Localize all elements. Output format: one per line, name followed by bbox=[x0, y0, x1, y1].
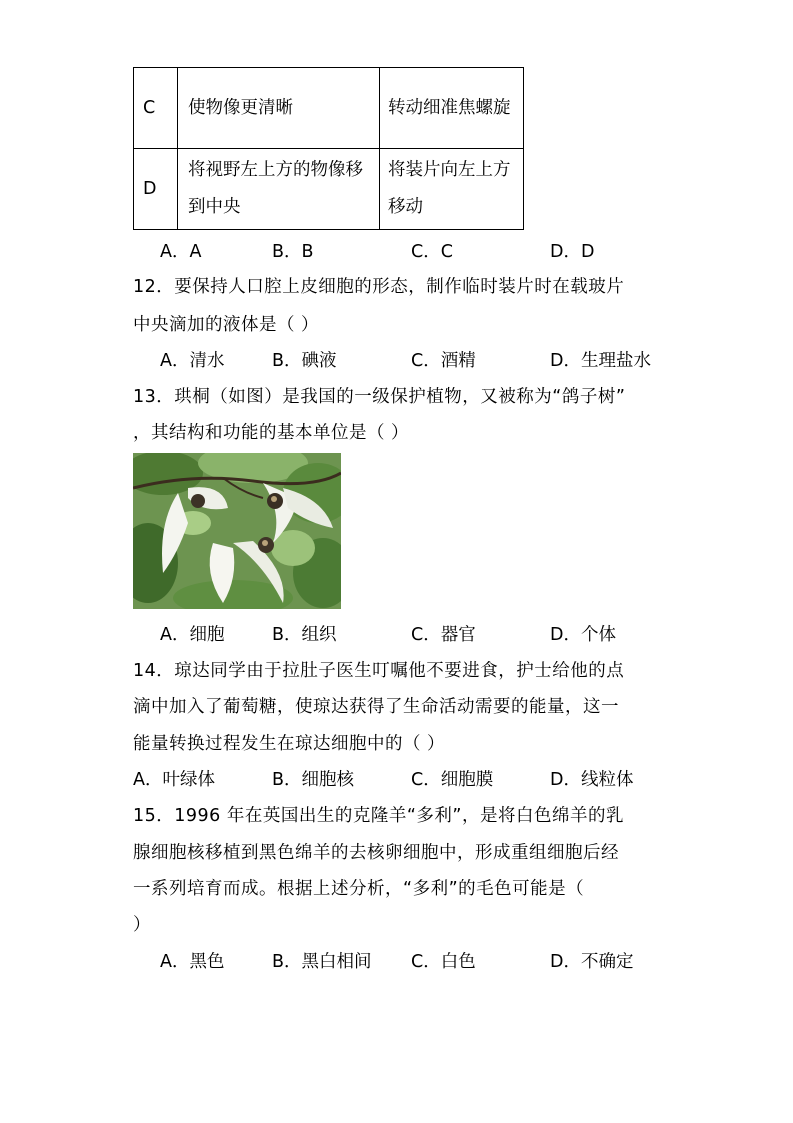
question-13-text: ，其结构和功能的基本单位是（ ） bbox=[133, 423, 410, 443]
option-c: C．细胞膜 bbox=[411, 770, 494, 790]
option-a: A．细胞 bbox=[160, 625, 225, 645]
question-14-text: 滴中加入了葡萄糖，使琼达获得了生命活动需要的能量，这一 bbox=[133, 697, 619, 717]
option-c: C．白色 bbox=[411, 952, 476, 972]
option-b: B．B bbox=[272, 242, 314, 262]
option-d: D．D bbox=[550, 242, 595, 262]
option-c: C．器官 bbox=[411, 625, 476, 645]
question-15-text: 15．1996 年在英国出生的克隆羊“多利”，是将白色绵羊的乳 bbox=[133, 806, 624, 826]
answer-table bbox=[133, 67, 524, 230]
option-c: C．C bbox=[411, 242, 453, 262]
table-row bbox=[134, 68, 524, 149]
table-cell-method: 转动细准焦螺旋 bbox=[380, 68, 524, 149]
table-cell-letter: D bbox=[134, 149, 178, 230]
question-12-text: 中央滴加的液体是（ ） bbox=[133, 315, 320, 335]
table-cell-action: 将视野左上方的物像移到中央 bbox=[178, 149, 380, 230]
option-d: D．线粒体 bbox=[550, 770, 634, 790]
question-14-text: 能量转换过程发生在琼达细胞中的（ ） bbox=[133, 734, 446, 754]
dove-tree-image bbox=[133, 453, 341, 609]
table-cell-letter: C bbox=[134, 68, 178, 149]
option-a: A．黑色 bbox=[160, 952, 225, 972]
option-c: C．酒精 bbox=[411, 351, 476, 371]
option-b: B．黑白相间 bbox=[272, 952, 372, 972]
option-a: A．清水 bbox=[160, 351, 225, 371]
option-d: D．个体 bbox=[550, 625, 616, 645]
question-15-text: ） bbox=[133, 915, 151, 935]
question-15-text: 一系列培育而成。根据上述分析，“多利”的毛色可能是（ bbox=[133, 879, 585, 899]
option-b: B．碘液 bbox=[272, 351, 337, 371]
dove-tree-photo bbox=[133, 453, 341, 609]
question-12-text: 12．要保持人口腔上皮细胞的形态，制作临时装片时在载玻片 bbox=[133, 277, 625, 297]
option-d: D．生理盐水 bbox=[550, 351, 651, 371]
option-b: B．组织 bbox=[272, 625, 337, 645]
question-15-text: 腺细胞核移植到黑色绵羊的去核卵细胞中，形成重组细胞后经 bbox=[133, 843, 619, 863]
table-cell-action: 使物像更清晰 bbox=[178, 68, 380, 149]
table-cell-method: 将装片向左上方移动 bbox=[380, 149, 524, 230]
option-a: A．A bbox=[160, 242, 202, 262]
option-a: A．叶绿体 bbox=[133, 770, 215, 790]
table-row bbox=[134, 149, 524, 230]
option-d: D．不确定 bbox=[550, 952, 634, 972]
option-b: B．细胞核 bbox=[272, 770, 355, 790]
question-13-text: 13．珙桐（如图）是我国的一级保护植物，又被称为“鸽子树” bbox=[133, 387, 626, 407]
question-14-text: 14．琼达同学由于拉肚子医生叮嘱他不要进食，护士给他的点 bbox=[133, 661, 625, 681]
